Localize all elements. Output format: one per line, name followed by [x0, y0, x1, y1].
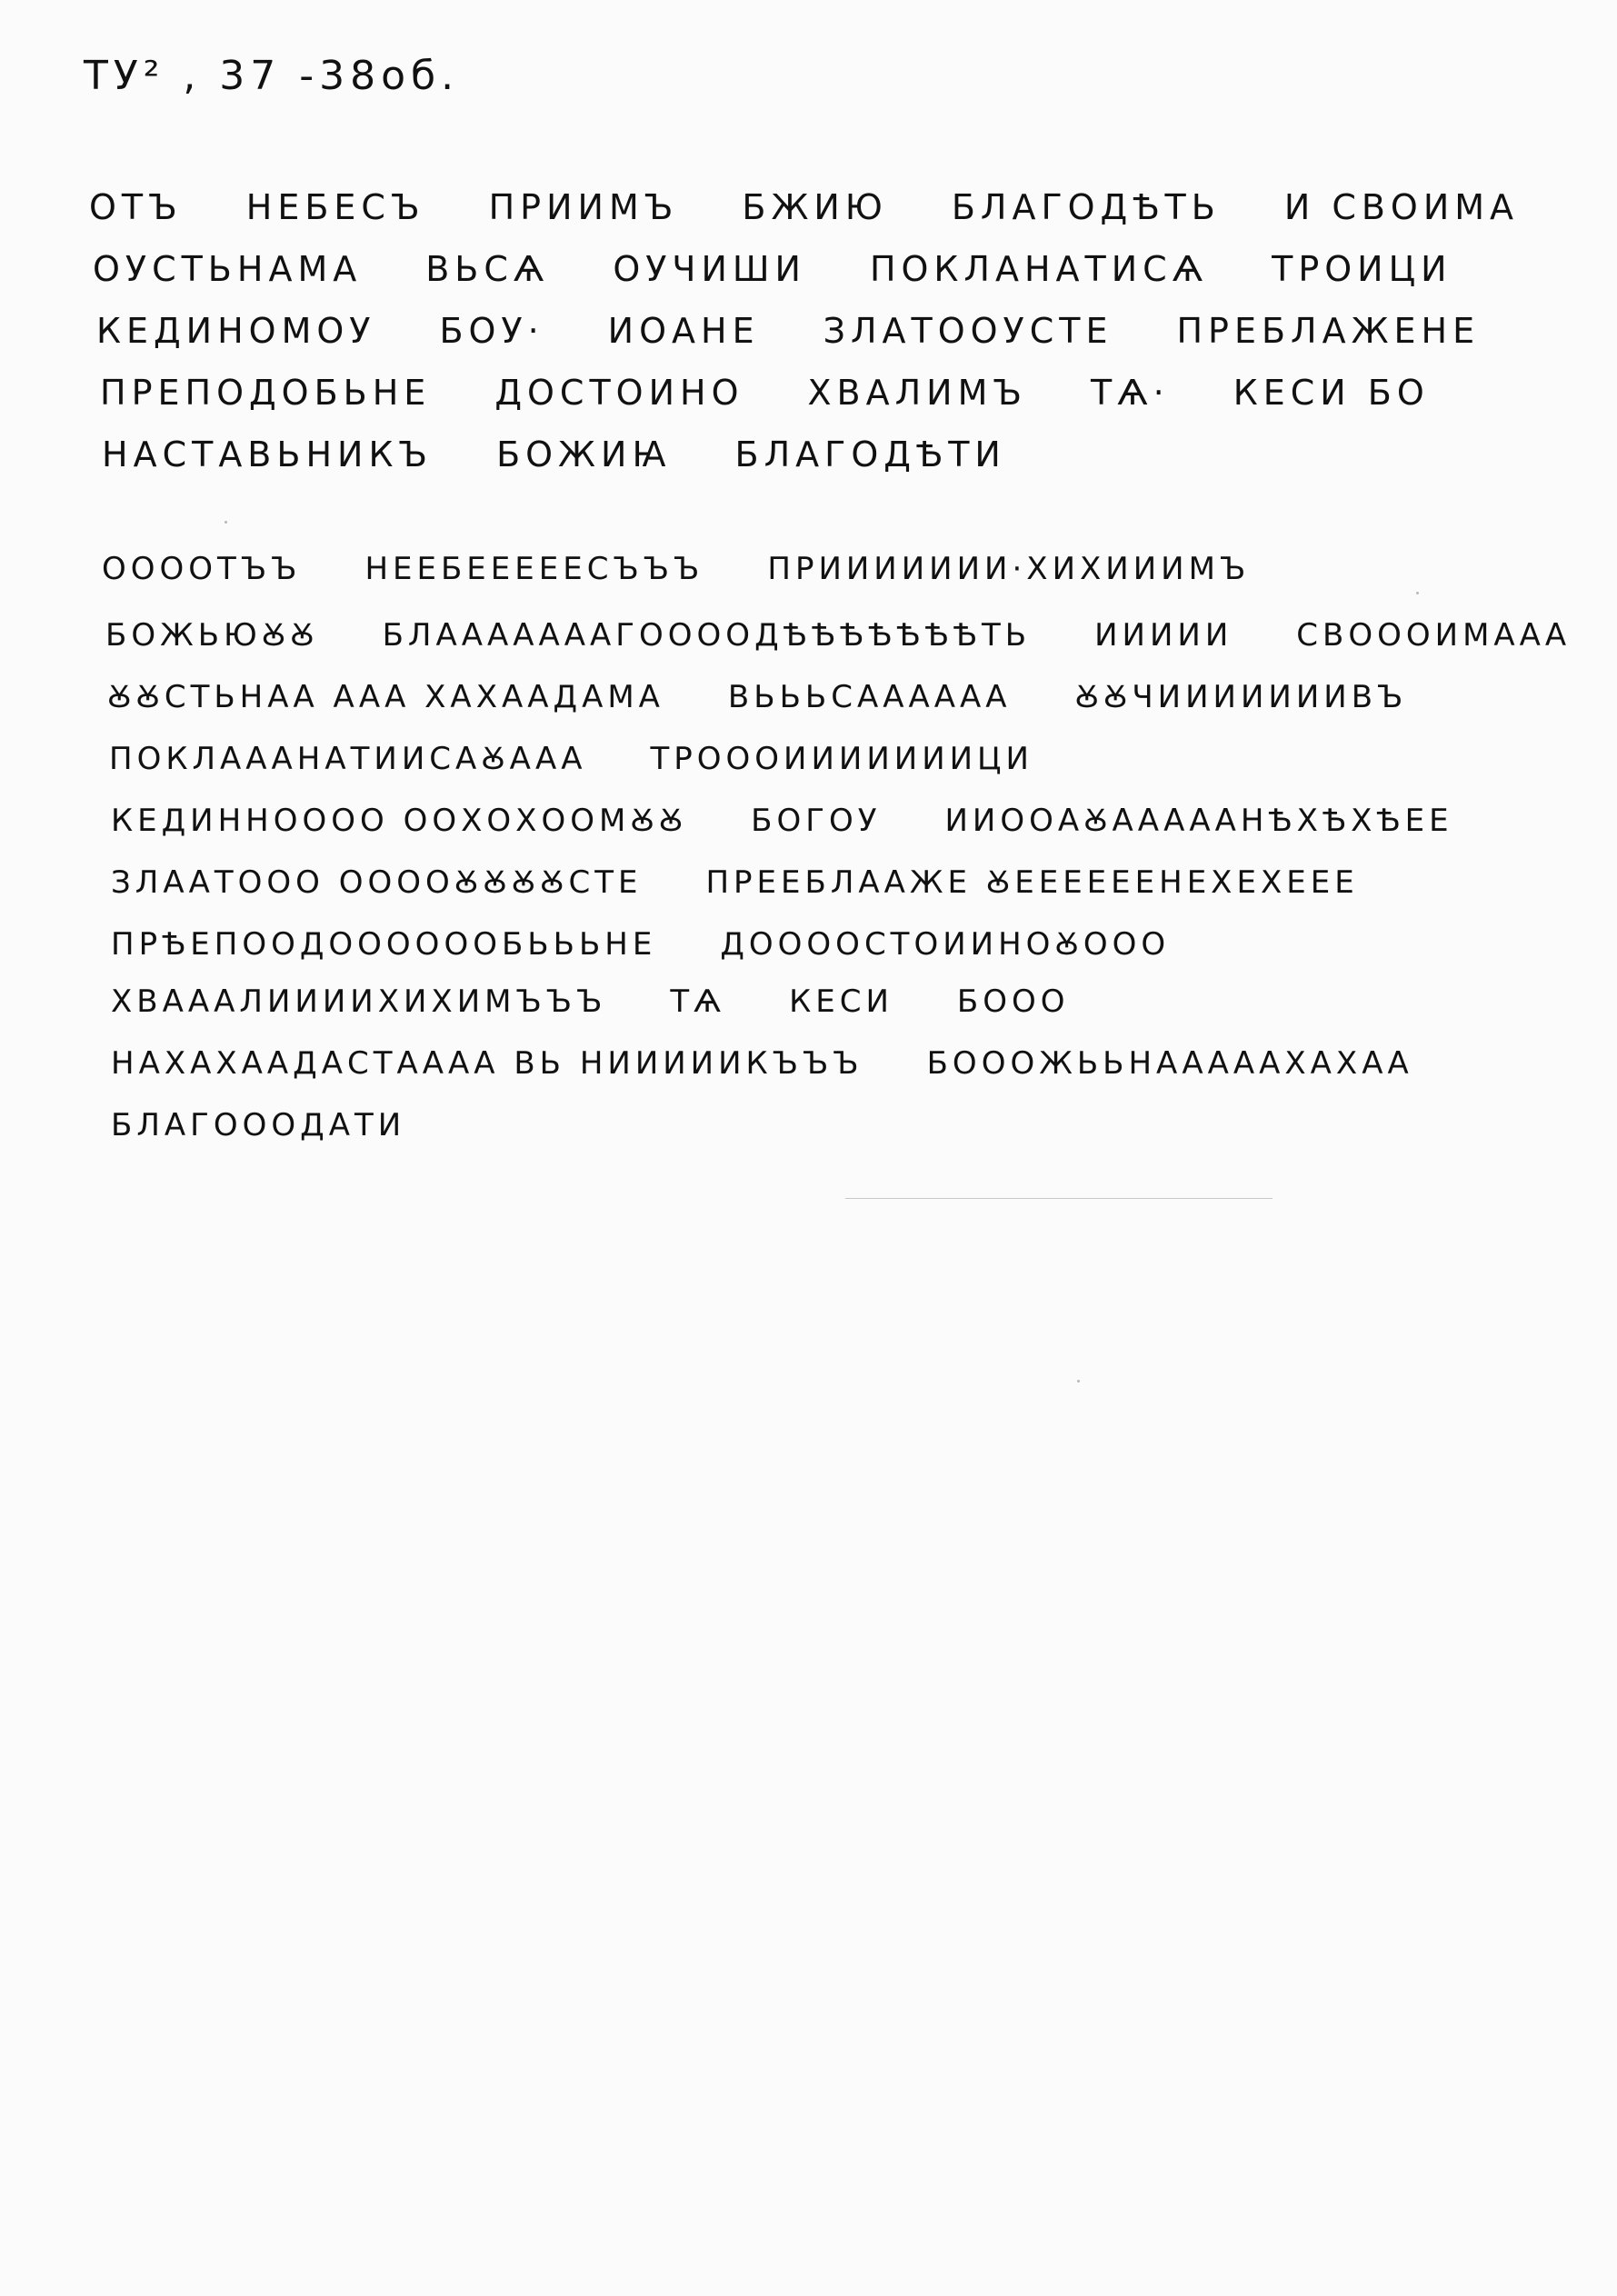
- text-line: [102, 551, 1250, 587]
- word: БОЖЬЮꙊꙊ: [105, 617, 319, 654]
- text-line: [111, 798, 1453, 840]
- word: ТРОООИИИИИИИЦИ: [650, 741, 1033, 777]
- word: И СВОИМА: [1283, 187, 1520, 227]
- word: ТѦ: [670, 983, 726, 1020]
- word: ООООТЪЪ: [102, 551, 302, 587]
- text-line: [111, 1107, 405, 1143]
- text-line: [100, 373, 1430, 413]
- word: НЕБЕСЪ: [245, 187, 425, 227]
- word: НАСТАВЬНИКЪ: [102, 434, 434, 474]
- text-line: [107, 674, 1407, 716]
- word: КЕДИНОМОУ: [96, 311, 376, 351]
- word: ХВАААЛИИИИХИХИМЪЪЪ: [111, 983, 607, 1020]
- scan-artifact-line: [845, 1198, 1273, 1199]
- text-line: [96, 311, 1480, 351]
- word: БООО: [956, 983, 1070, 1020]
- word: ПРЕПОДОБЬНЕ: [100, 373, 432, 413]
- scan-speck: [225, 521, 227, 524]
- word: ПРЕЕБЛААЖЕ ꙊЕЕЕЕЕЕНЕХЕХЕЕЕ: [705, 864, 1359, 901]
- word: ОУЧИШИ: [613, 249, 806, 289]
- word: КЕДИННОООО ООХОХООМꙊꙊ: [111, 803, 688, 839]
- text-line: [111, 983, 1070, 1020]
- word: БЛАГОДѢТИ: [734, 434, 1006, 474]
- word: БОГОУ: [751, 803, 882, 839]
- word: БОООЖЬЬНАААААХАХАА: [926, 1045, 1413, 1082]
- word: ПРИИИИИИИ·ХИХИИИМЪ: [767, 551, 1251, 587]
- word: ДООООСТОИИНОꙊООО: [720, 926, 1171, 963]
- word: ОТЪ: [89, 187, 183, 227]
- text-line: [111, 1045, 1413, 1082]
- word: ХВАЛИМЪ: [807, 373, 1028, 413]
- page-heading: ТУ² , 37 -38об.: [84, 53, 460, 99]
- word: ВЬЬЬСАААААА: [727, 679, 1012, 715]
- word: ИИИИИ: [1094, 617, 1233, 654]
- text-line: [111, 922, 1170, 963]
- word: ОУСТЬНАМА: [93, 249, 363, 289]
- word: БОУ·: [439, 311, 544, 351]
- scan-speck: [1077, 1380, 1080, 1383]
- word: ДОСТОИНО: [494, 373, 744, 413]
- word: НАХАХААДАСТАААА ВЬ НИИИИИКЪЪЪ: [111, 1045, 863, 1082]
- word: БЖИЮ: [742, 187, 888, 227]
- word: СВОООИМААА: [1296, 617, 1572, 654]
- word: ꙊꙊЧИИИИИИИВЪ: [1074, 679, 1408, 715]
- word: ПОКЛАААНАТИИСАꙊААА: [109, 741, 587, 777]
- word: БЛАГОДѢТЬ: [951, 187, 1221, 227]
- word: ПРѢЕПООДООООООБЬЬЬНЕ: [111, 926, 657, 963]
- word: ꙊꙊСТЬНАА ААА ХАХААДАМА: [107, 679, 664, 715]
- scan-speck: [1416, 592, 1419, 594]
- word: ПРЕБЛАЖЕНЕ: [1176, 311, 1481, 351]
- word: БЛАГОООДАТИ: [111, 1107, 406, 1143]
- text-line: [105, 613, 1571, 654]
- word: ИИООАꙊАААААНѢХѢХѢЕЕ: [944, 803, 1453, 839]
- word: ПРИИМЪ: [488, 187, 679, 227]
- text-line: [89, 187, 1519, 227]
- word: КЕСИ: [789, 983, 893, 1020]
- word: НЕЕБЕЕЕЕЕСЪЪЪ: [364, 551, 704, 587]
- word: ЗЛААТООО ООООꙊꙊꙊꙊСТЕ: [111, 864, 643, 901]
- word: БОЖИꙖ: [496, 434, 672, 474]
- word: ТРОИЦИ: [1272, 249, 1452, 289]
- text-line: [102, 434, 1006, 474]
- word: КЕСИ БО: [1233, 373, 1430, 413]
- word: ЗЛАТООУСТЕ: [823, 311, 1113, 351]
- text-line: [93, 249, 1452, 289]
- word: БЛАААААААГООООДѢѢѢѢѢѢѢТЬ: [382, 617, 1032, 654]
- word: ТѦ·: [1091, 373, 1170, 413]
- text-line: [109, 736, 1033, 778]
- text-line: [111, 860, 1359, 902]
- word: ВЬСѦ: [425, 249, 550, 289]
- word: ПОКЛАНАТИСѦ: [869, 249, 1209, 289]
- word: ИОАНЕ: [607, 311, 760, 351]
